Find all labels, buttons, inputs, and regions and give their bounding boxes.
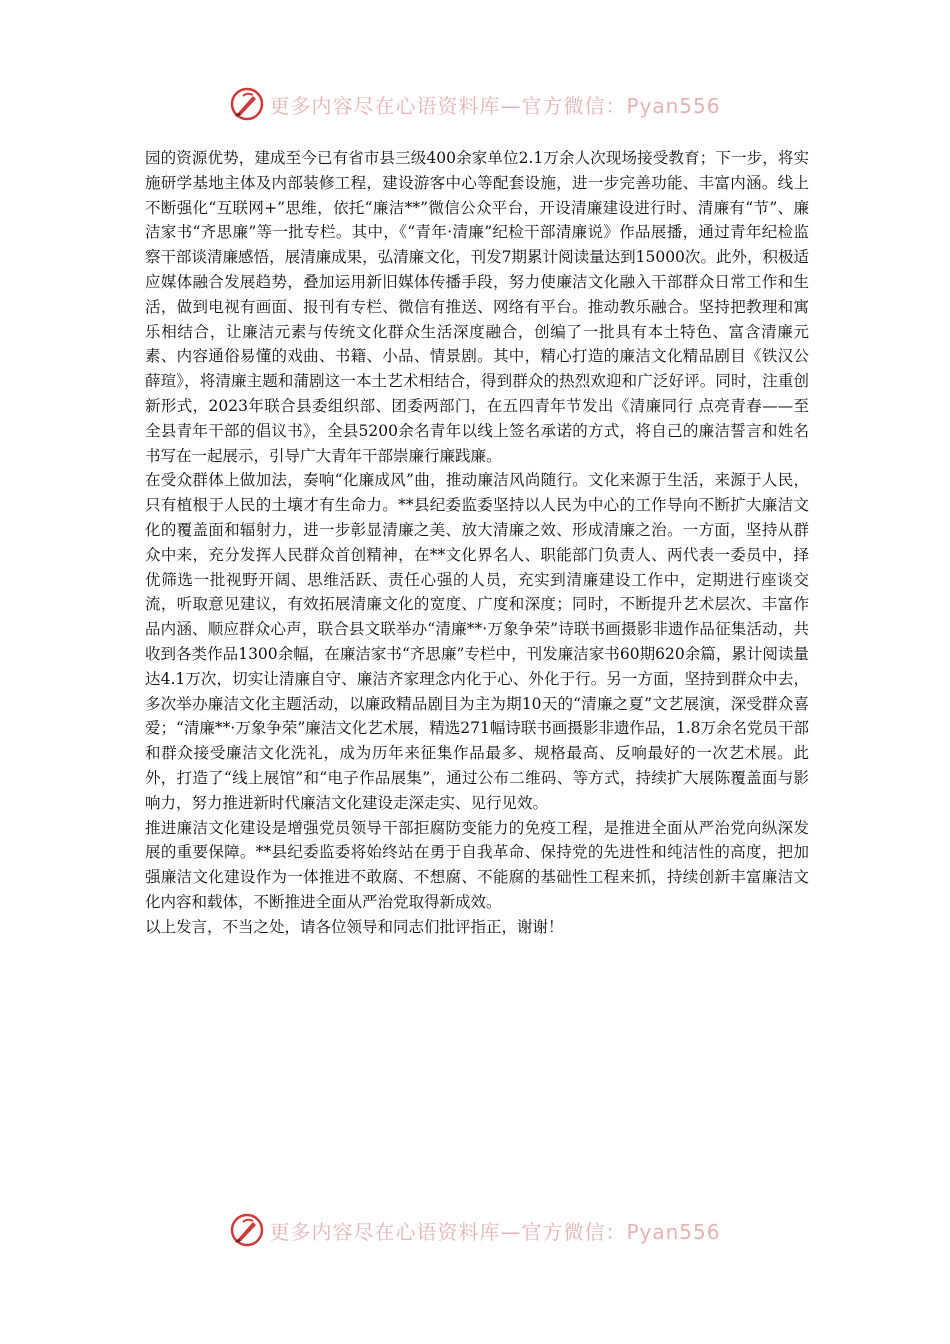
paragraph: 园的资源优势，建成至今已有省市县三级400余家单位2.1万余人次现场接受教育；下一步，将实施研学基地主体及内部装修工程，建设游客中心等配套设施，进一步完善功能、丰富内涵。线上不断强化“互联网+”思维，依托“廉洁**”微信公众平台，开设清廉建设进行时、清廉有“节”、廉洁家书“齐思廉”等一批专栏。其中，《“青年·清廉”纪检干部清廉说》作品展播，通过青年纪检监察干部谈清廉感悟，展清廉成果，弘清廉文化，刊发7期累计阅读量达到15000次。此外，积极适应媒体融合发展趋势，叠加运用新旧媒体传播手段，努力使廉洁文化融入干部群众日常工作和生活，做到电视有画面、报刊有专栏、微信有推送、网络有平台。推动教乐融合。坚持把教理和寓乐相结合，让廉洁元素与传统文化群众生活深度融合，创编了一批具有本土特色、富含清廉元素、内容通俗易懂的戏曲、书籍、小品、情景剧。其中，精心打造的廉洁文化精品剧目《铁汉公薛瑄》，将清廉主题和蒲剧这一本土艺术相结合，得到群众的热烈欢迎和广泛好评。同时，注重创新形式，2023年联合县委组织部、团委两部门，在五四青年节发出《清廉同行 点亮青春——至全县青年干部的倡议书》，全县5200余名青年以线上签名承诺的方式，将自己的廉洁誓言和姓名书写在一起展示，引导广大青年干部崇廉行廉践廉。 xyxy=(145,149,809,465)
header-watermark xyxy=(0,82,950,126)
document-body xyxy=(145,146,809,940)
paragraph: 推进廉洁文化建设是增强党员领导干部拒腐防变能力的免疫工程，是推进全面从严治党向纵深发展的重要保障。**县纪委监委将始终站在勇于自我革命、保持党的先进性和纯洁性的高度，把加强廉洁文化建设作为一体推进不敢腐、不想腐、不能腐的基础性工程来抓，持续创新丰富廉洁文化内容和载体，不断推进全面从严治党取得新成效。 xyxy=(145,818,809,911)
watermark-text: 更多内容尽在心语资料库—官方微信：Pyan556 xyxy=(269,1219,721,1244)
paragraph: 以上发言，不当之处，请各位领导和同志们批评指正，谢谢！ xyxy=(145,917,564,936)
footer-watermark xyxy=(0,1208,950,1252)
brush-logo-icon xyxy=(229,1212,265,1248)
watermark-text: 更多内容尽在心语资料库—官方微信：Pyan556 xyxy=(269,93,721,118)
brush-logo-icon xyxy=(229,86,265,122)
paragraph: 在受众群体上做加法，奏响“化廉成风”曲，推动廉洁风尚随行。文化来源于生活，来源于人民，只有植根于人民的土壤才有生命力。**县纪委监委坚持以人民为中心的工作导向不断扩大廉洁文化的覆盖面和辐射力，进一步彰显清廉之美、放大清廉之效、形成清廉之治。一方面，坚持从群众中来，充分发挥人民群众首创精神，在**文化界名人、职能部门负责人、两代表一委员中，择优筛选一批视野开阔、思维活跃、责任心强的人员，充实到清廉建设工作中，定期进行座谈交流，听取意见建议，有效拓展清廉文化的宽度、广度和深度；同时，不断提升艺术层次、丰富作品内涵、顺应群众心声，联合县文联举办“清廉**·万象争荣”诗联书画摄影非遗作品征集活动，共收到各类作品1300余幅，在廉洁家书“齐思廉”专栏中，刊发廉洁家书60期620余篇，累计阅读量达4.1万次，切实让清廉自守、廉洁齐家理念内化于心、外化于行。另一方面，坚持到群众中去，多次举办廉洁文化主题活动，以廉政精品剧目为主为期10天的“清廉之夏”文艺展演，深受群众喜爱；“清廉**·万象争荣”廉洁文化艺术展，精选271幅诗联书画摄影非遗作品，1.8万余名党员干部和群众接受廉洁文化洗礼，成为历年来征集作品最多、规格最高、反响最好的一次艺术展。此外，打造了“线上展馆”和“电子作品展集”，通过公布二维码、等方式，持续扩大展陈覆盖面与影响力，努力推进新时代廉洁文化建设走深走实、见行见效。 xyxy=(145,471,810,812)
